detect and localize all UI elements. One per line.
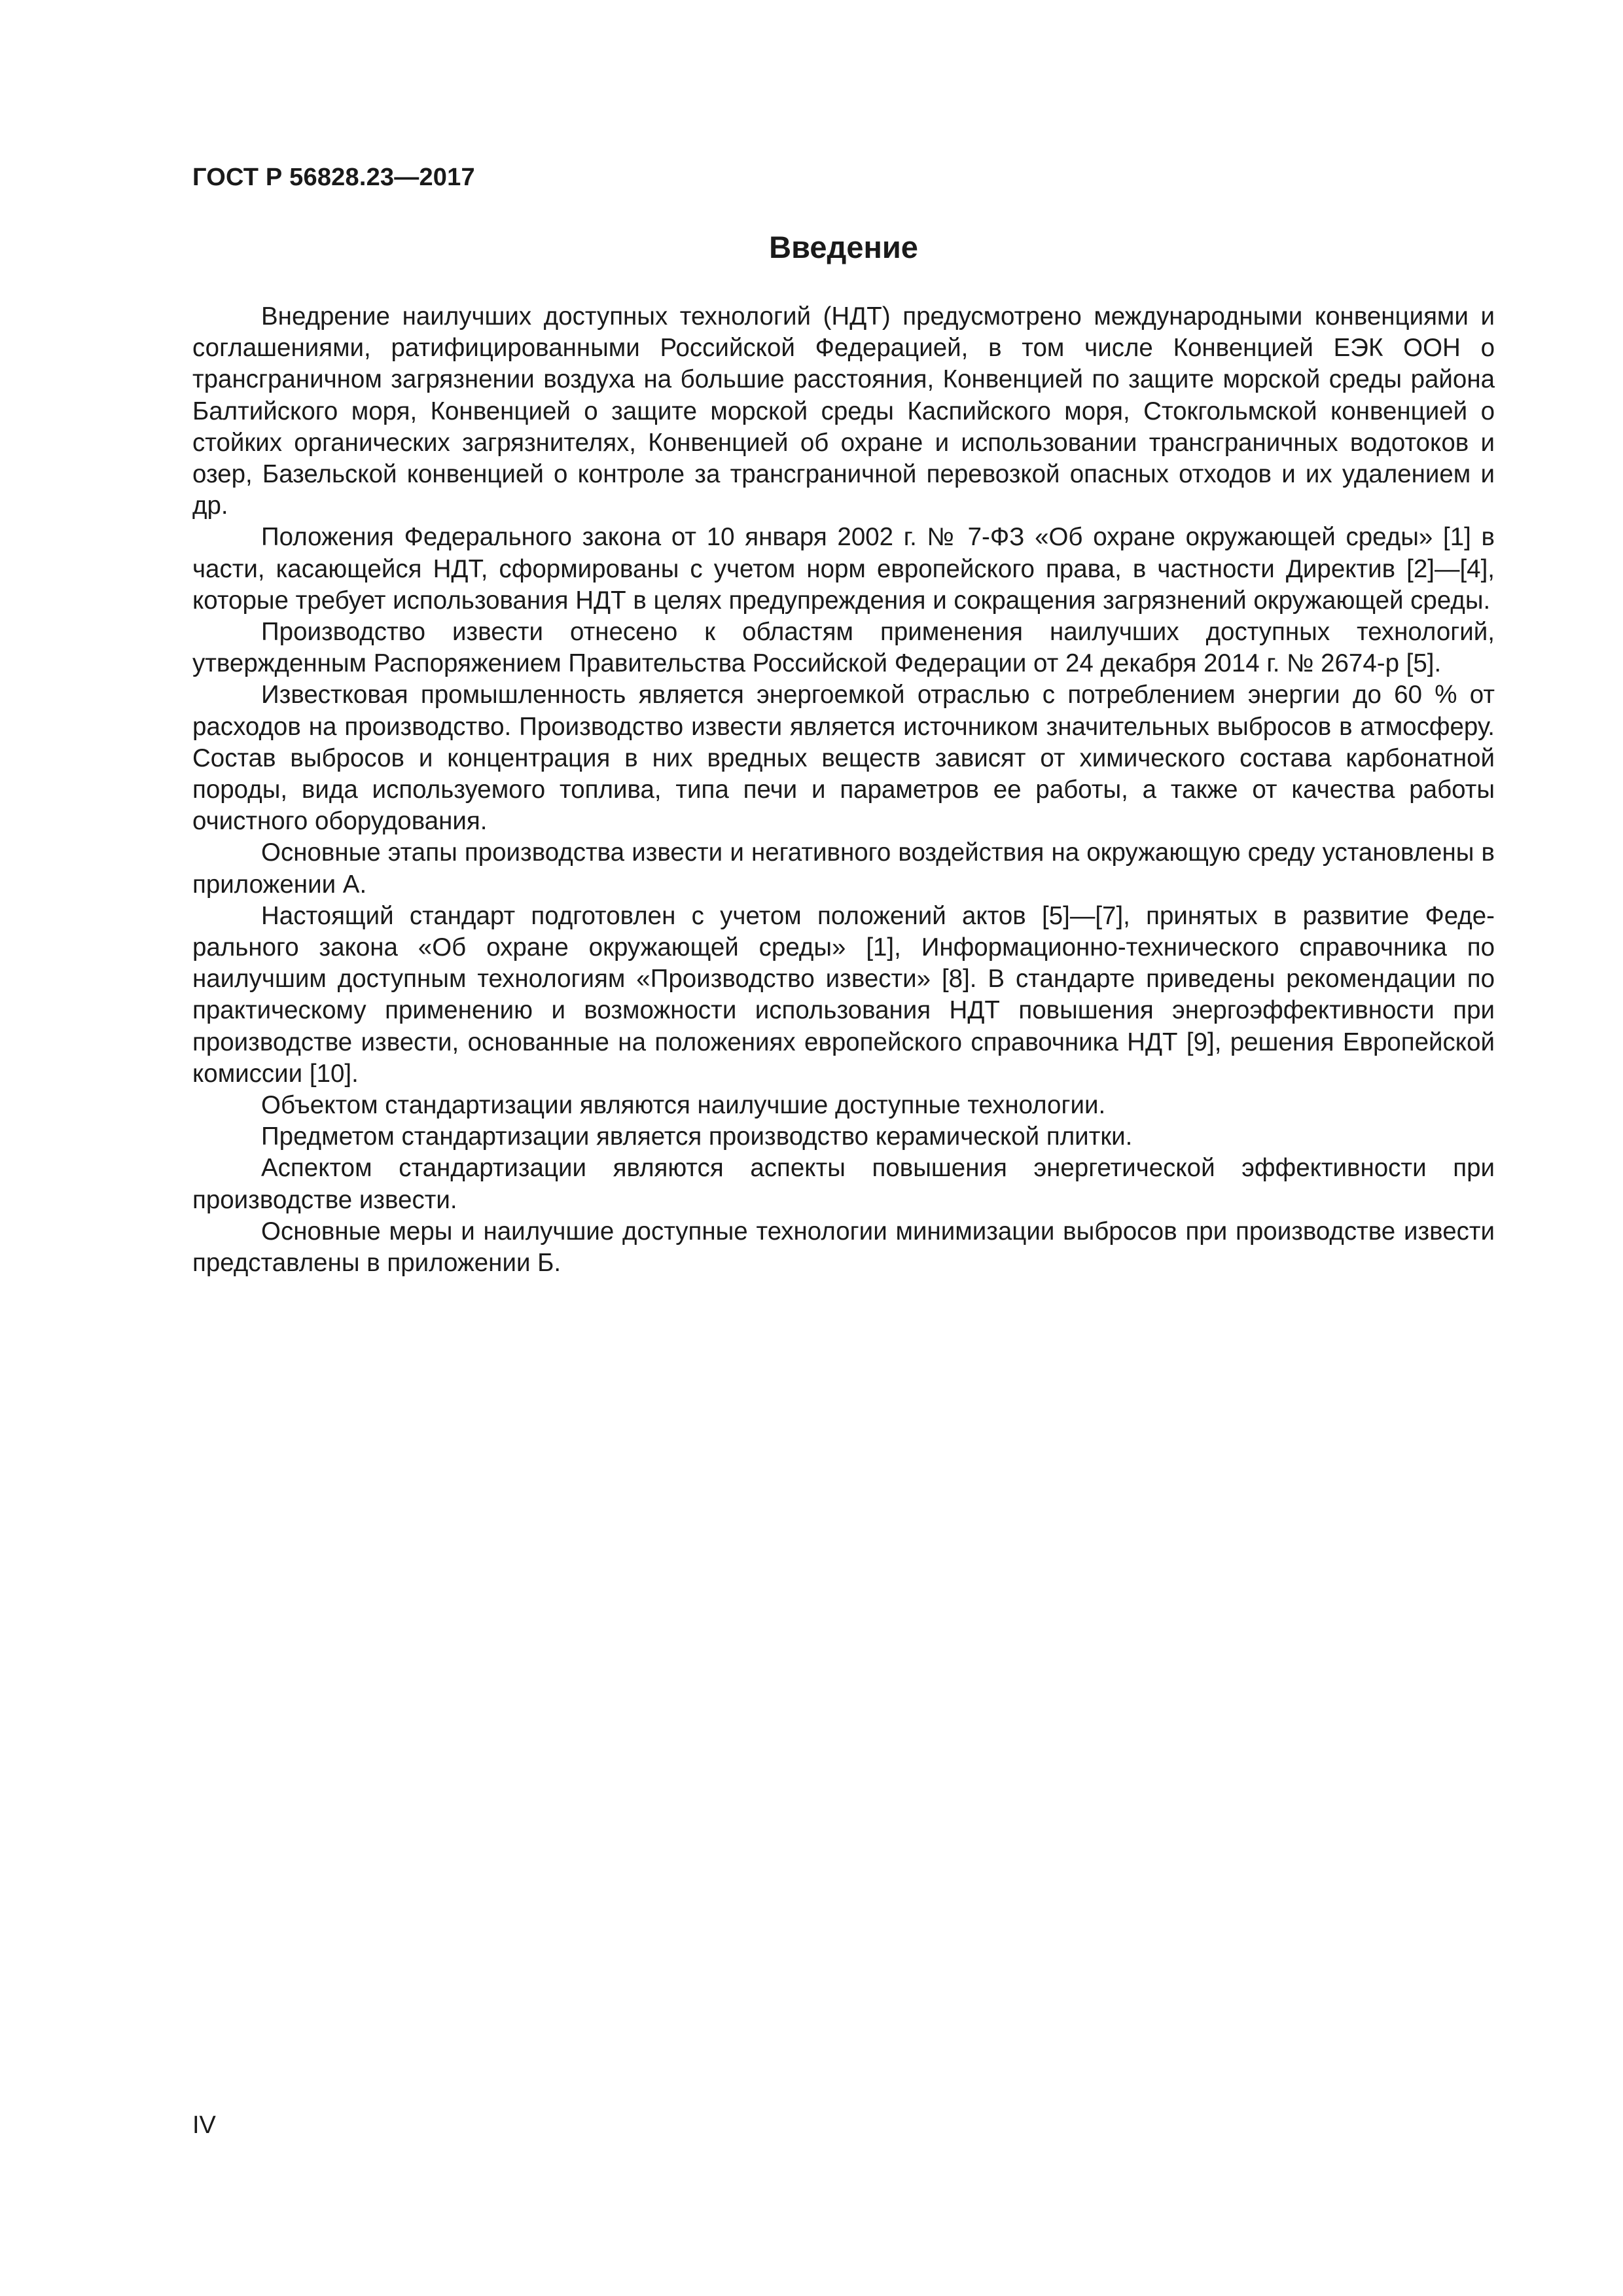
paragraph: Предметом стандартизации является производство керамической плитки. bbox=[261, 1122, 1133, 1151]
paragraph: Аспектом стандартизации являются аспекты повышения энергетической эффективности при производстве извести. bbox=[192, 1154, 1495, 1214]
paragraph: Основные меры и наилучшие доступные технологии минимизации выбросов при производстве извести представлены в приложении Б. bbox=[192, 1217, 1495, 1278]
page-number: IV bbox=[192, 2111, 216, 2139]
paragraph: Внедрение наилучших доступных технологий (НДТ) предусмотрено международными конвенциями и соглашениями, ратифицированными Российской Федерацией, в том числе Конвенцией ЕЭК ООН о трансграничном загрязнении воздуха на большие расстояния, Конвенцией по защите морской среды района Балтийского моря, Конвенцией о защите морской среды Каспийского моря, Стокгольмской конвенцией о стойких органических загрязнителях, Конвенцией об охране и использовании трансграничных водотоков и озер, Базельской конвенцией о контроле за трансграничной перевозкой опасных отходов и их удалением и др. bbox=[192, 302, 1495, 520]
paragraph: Производство извести отнесено к областям применения наилучших доступных технологий, утвержденным Распоряжением Правительства Российской Федерации от 24 декабря 2014 г. № 2674-р [5]. bbox=[192, 618, 1495, 678]
paragraph: Основные этапы производства извести и негативного воздействия на окружающую среду установлены в приложении А. bbox=[192, 838, 1495, 899]
paragraph: Настоящий стандарт подготовлен с учетом положений актов [5]—[7], принятых в развитие Федерального закона «Об охране окружающей среды» [1], Информационно-технического справочника по наилучшим доступным технологиям «Производство извести» [8]. В стандарте приведены рекомендации по практическому применению и возможности использования НДТ повышения энергоэффективности при производстве извести, основанные на положениях европейского справочника НДТ [9], решения Европейской комиссии [10]. bbox=[192, 901, 1495, 1088]
paragraph: Известковая промышленность является энергоемкой отраслью с потреблением энергии до 60 % от расходов на производство. Производство извести является источником значительных выбросов в атмосферу. Состав выбросов и концентрация в них вредных веществ зависят от химического состава карбонатной породы, вида используемого топлива, типа печи и параметров ее работы, а также от качества работы очистного оборудования. bbox=[192, 681, 1495, 836]
section-title: Введение bbox=[769, 230, 918, 264]
paragraph: Объектом стандартизации являются наилучшие доступные технологии. bbox=[261, 1091, 1106, 1120]
body-text bbox=[192, 301, 1495, 1279]
paragraph: Положения Федерального закона от 10 января 2002 г. № 7-ФЗ «Об охране окружающей среды» [1] в части, касающейся НДТ, сформированы с учетом норм европейского права, в частности Директив [2]—[4], которые требует использования НДТ в целях предупреждения и сокращения загрязнений окружающей среды. bbox=[192, 523, 1495, 615]
document-code: ГОСТ Р 56828.23—2017 bbox=[192, 164, 475, 191]
